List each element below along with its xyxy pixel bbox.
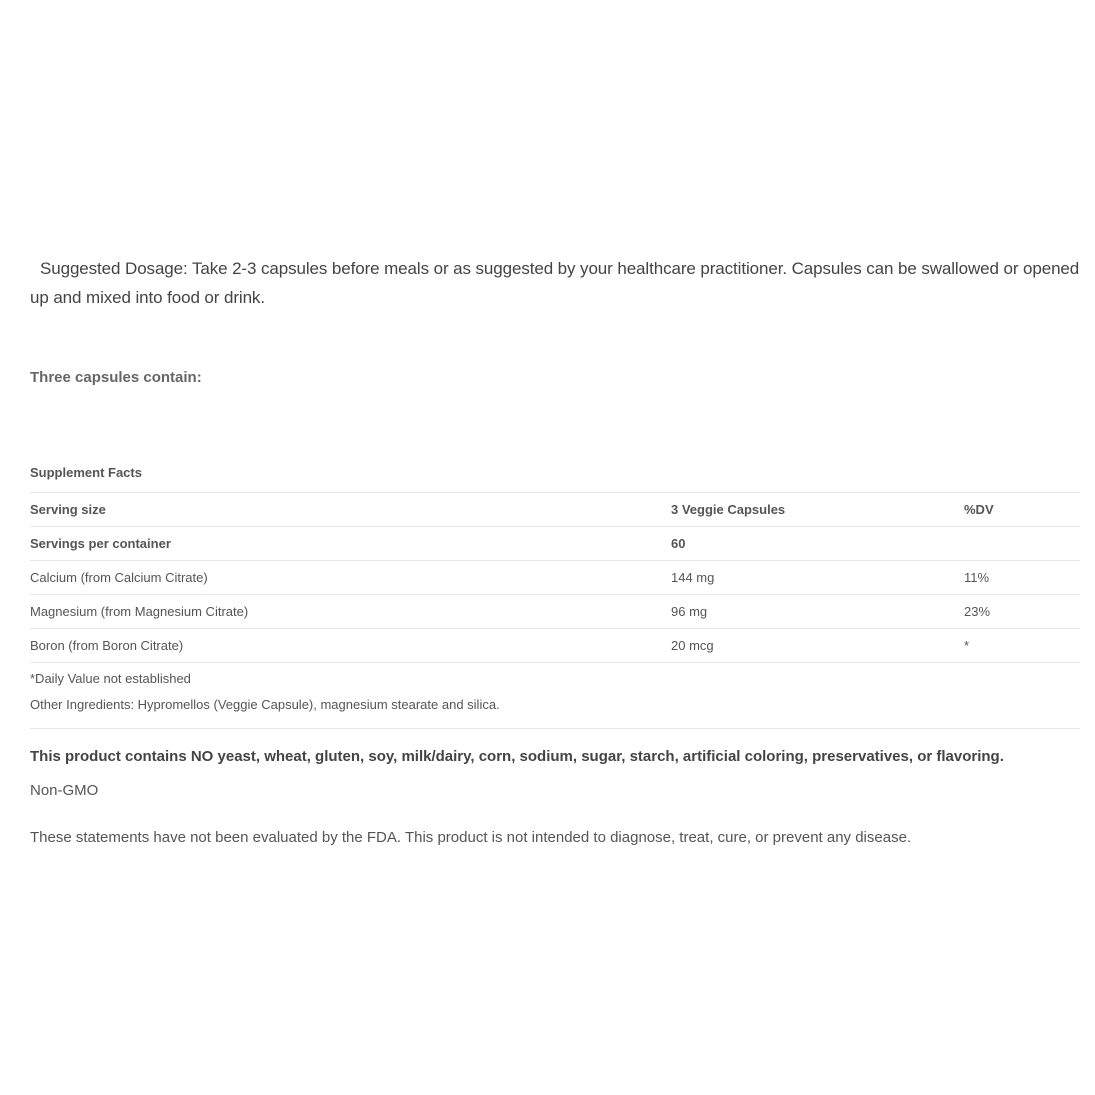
serving-size-value: 3 Veggie Capsules xyxy=(671,502,786,517)
serving-size-label: Serving size xyxy=(30,502,106,517)
three-capsules-heading: Three capsules contain: xyxy=(30,369,202,386)
supplement-facts-table xyxy=(30,464,1080,729)
table-row xyxy=(30,493,1080,527)
product-description xyxy=(30,254,1080,846)
table-row xyxy=(30,629,1080,663)
nutrient-dv: 23% xyxy=(964,604,991,619)
daily-value-footnote: *Daily Value not established xyxy=(30,671,191,686)
nutrient-amount: 144 mg xyxy=(671,570,715,585)
table-row xyxy=(30,527,1080,561)
table-row xyxy=(30,561,1080,595)
nutrient-name: Calcium (from Calcium Citrate) xyxy=(30,570,208,585)
table-row xyxy=(30,595,1080,629)
nutrient-name: Boron (from Boron Citrate) xyxy=(30,638,184,653)
dv-header: %DV xyxy=(964,502,994,517)
other-ingredients: Other Ingredients: Hypromellos (Veggie Capsule), magnesium stearate and silica. xyxy=(30,689,1080,729)
non-gmo-label: Non-GMO xyxy=(30,782,99,799)
nutrient-amount: 96 mg xyxy=(671,604,708,619)
nutrient-dv: * xyxy=(964,638,970,653)
nutrient-amount: 20 mcg xyxy=(671,638,714,653)
servings-dv xyxy=(964,527,1080,560)
supplement-facts-title: Supplement Facts xyxy=(30,464,1080,493)
fda-disclaimer: These statements have not been evaluated by the FDA. This product is not intended to diagnose, treat, cure, or prevent any disease. xyxy=(30,829,912,846)
suggested-dosage: Suggested Dosage: Take 2-3 capsules before meals or as suggested by your healthcare practitioner. Capsules can be swallowed or opened up and mixed into food or drink. xyxy=(30,259,1080,307)
allergen-statement: This product contains NO yeast, wheat, gluten, soy, milk/dairy, corn, sodium, sugar, starch, artificial coloring, preservatives, or flavoring. xyxy=(30,748,1004,765)
servings-per-container-value: 60 xyxy=(671,536,686,551)
nutrient-dv: 11% xyxy=(964,570,990,585)
servings-per-container-label: Servings per container xyxy=(30,536,171,551)
nutrient-name: Magnesium (from Magnesium Citrate) xyxy=(30,604,249,619)
